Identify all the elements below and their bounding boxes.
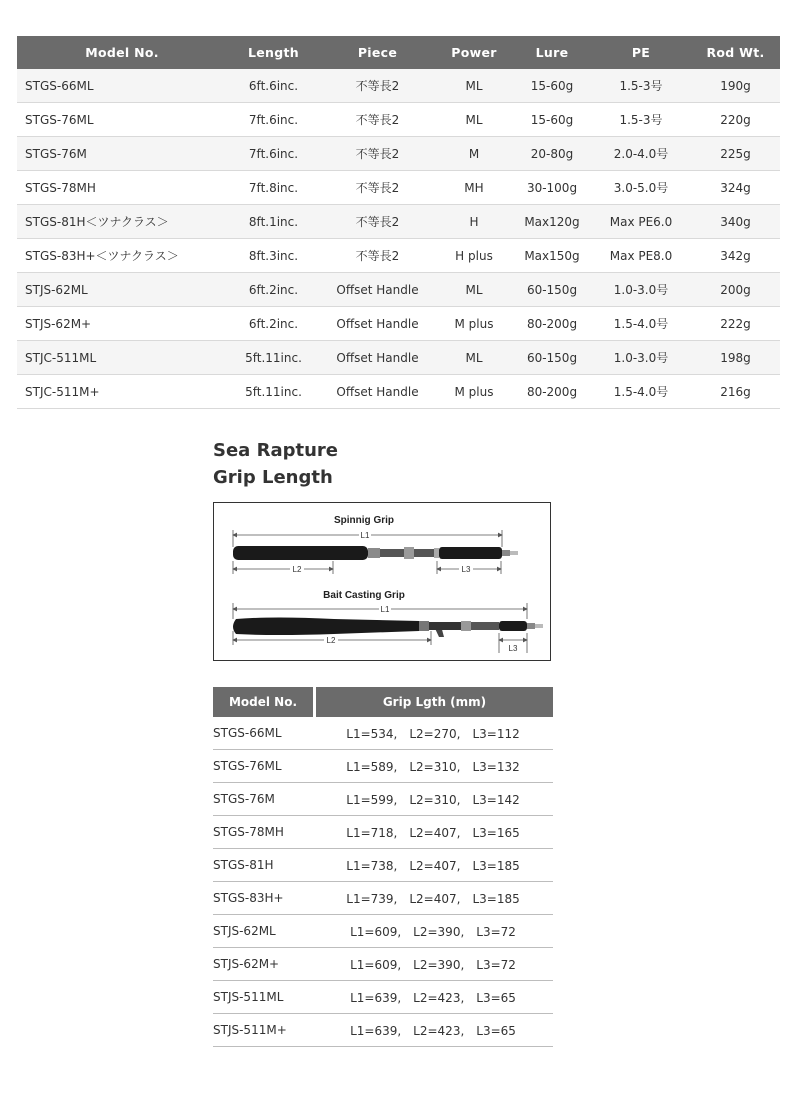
spec-table-row — [17, 273, 780, 307]
spec-header-lure: Lure — [513, 36, 591, 69]
grip-diagram-svg — [214, 503, 550, 660]
spec-cell-power: M plus — [435, 375, 513, 409]
spec-table-body — [17, 69, 780, 409]
spec-cell-rod-weight: 342g — [691, 239, 780, 273]
grip-table-row — [213, 849, 553, 882]
spec-cell-length: 7ft.8inc. — [227, 171, 320, 205]
spec-cell-piece: 不等長2 — [320, 103, 435, 137]
grip-cell-length: L1=534, L2=270, L3=112 — [313, 717, 553, 750]
spec-cell-lure: 15-60g — [513, 69, 591, 103]
spec-cell-power: ML — [435, 103, 513, 137]
spec-cell-lure: 80-200g — [513, 375, 591, 409]
grip-table-row — [213, 915, 553, 948]
spec-header-rod-weight: Rod Wt. — [691, 36, 780, 69]
spec-cell-piece: Offset Handle — [320, 273, 435, 307]
grip-cell-model: STGS-81H — [213, 849, 313, 882]
spec-cell-power: ML — [435, 69, 513, 103]
spec-cell-rod-weight: 220g — [691, 103, 780, 137]
spec-cell-power: H — [435, 205, 513, 239]
spec-cell-lure: 30-100g — [513, 171, 591, 205]
spec-cell-piece: Offset Handle — [320, 375, 435, 409]
spec-cell-pe: 3.0-5.0号 — [591, 171, 691, 205]
spec-cell-piece: 不等長2 — [320, 239, 435, 273]
grip-cell-length: L1=609, L2=390, L3=72 — [313, 915, 553, 948]
grip-cell-model: STJS-511ML — [213, 981, 313, 1014]
grip-cell-model: STGS-76M — [213, 783, 313, 816]
spec-cell-lure: Max120g — [513, 205, 591, 239]
spec-table-row — [17, 103, 780, 137]
spec-cell-length: 7ft.6inc. — [227, 103, 320, 137]
spec-cell-lure: 15-60g — [513, 103, 591, 137]
spec-cell-length: 8ft.3inc. — [227, 239, 320, 273]
grip-cell-model: STJS-511M+ — [213, 1014, 313, 1047]
spec-cell-length: 6ft.6inc. — [227, 69, 320, 103]
spec-cell-pe: 1.5-3号 — [591, 103, 691, 137]
spec-table-row — [17, 239, 780, 273]
spec-header-power: Power — [435, 36, 513, 69]
spec-cell-rod-weight: 190g — [691, 69, 780, 103]
spec-table-row — [17, 205, 780, 239]
spec-cell-piece: Offset Handle — [320, 307, 435, 341]
grip-table-header-row — [213, 687, 553, 717]
spec-cell-rod-weight: 324g — [691, 171, 780, 205]
spec-cell-lure: 20-80g — [513, 137, 591, 171]
spec-cell-lure: 80-200g — [513, 307, 591, 341]
grip-length-diagram — [213, 502, 551, 661]
bait-l3-label: L3 — [508, 644, 518, 653]
spec-cell-power: ML — [435, 341, 513, 375]
grip-cell-length: L1=599, L2=310, L3=142 — [313, 783, 553, 816]
spec-cell-piece: 不等長2 — [320, 171, 435, 205]
grip-table-body — [213, 717, 553, 1047]
spec-cell-power: MH — [435, 171, 513, 205]
grip-cell-length: L1=738, L2=407, L3=185 — [313, 849, 553, 882]
spinning-rod — [233, 546, 518, 560]
spec-table-header-row — [17, 36, 780, 69]
section-title-line1: Sea Rapture — [213, 440, 338, 461]
spec-cell-length: 5ft.11inc. — [227, 375, 320, 409]
grip-header-length: Grip Lgth (mm) — [313, 687, 553, 717]
spec-header-pe: PE — [591, 36, 691, 69]
grip-cell-length: L1=609, L2=390, L3=72 — [313, 948, 553, 981]
grip-cell-model: STGS-83H+ — [213, 882, 313, 915]
spec-cell-length: 6ft.2inc. — [227, 273, 320, 307]
spec-cell-model: STJS-62M+ — [17, 307, 227, 341]
spec-cell-model: STGS-76M — [17, 137, 227, 171]
spec-cell-lure: 60-150g — [513, 273, 591, 307]
grip-cell-model: STJS-62ML — [213, 915, 313, 948]
spec-table-row — [17, 307, 780, 341]
spec-cell-rod-weight: 222g — [691, 307, 780, 341]
spec-cell-piece: 不等長2 — [320, 137, 435, 171]
spec-cell-rod-weight: 340g — [691, 205, 780, 239]
grip-table-row — [213, 717, 553, 750]
spec-cell-model: STGS-76ML — [17, 103, 227, 137]
grip-table-row — [213, 750, 553, 783]
spec-cell-rod-weight: 225g — [691, 137, 780, 171]
bait-l1-label: L1 — [380, 605, 390, 614]
spec-header-model: Model No. — [17, 36, 227, 69]
spinning-l3-label: L3 — [461, 565, 471, 574]
grip-cell-length: L1=639, L2=423, L3=65 — [313, 1014, 553, 1047]
grip-cell-model: STGS-76ML — [213, 750, 313, 783]
spec-cell-pe: 1.0-3.0号 — [591, 273, 691, 307]
spec-table — [17, 36, 780, 409]
grip-table-row — [213, 816, 553, 849]
spec-table-row — [17, 341, 780, 375]
spec-cell-piece: Offset Handle — [320, 341, 435, 375]
spec-cell-rod-weight: 216g — [691, 375, 780, 409]
spec-cell-power: M plus — [435, 307, 513, 341]
grip-length-table — [213, 687, 553, 1047]
grip-cell-length: L1=589, L2=310, L3=132 — [313, 750, 553, 783]
spec-cell-pe: Max PE6.0 — [591, 205, 691, 239]
spec-cell-piece: 不等長2 — [320, 205, 435, 239]
spinning-l2-label: L2 — [292, 565, 302, 574]
spec-cell-lure: 60-150g — [513, 341, 591, 375]
spec-cell-model: STGS-83H+＜ツナクラス＞ — [17, 239, 227, 273]
grip-cell-length: L1=739, L2=407, L3=185 — [313, 882, 553, 915]
spec-cell-power: ML — [435, 273, 513, 307]
spec-cell-rod-weight: 200g — [691, 273, 780, 307]
bait-casting-grip-label: Bait Casting Grip — [323, 590, 405, 601]
grip-cell-model: STGS-66ML — [213, 717, 313, 750]
spec-cell-length: 5ft.11inc. — [227, 341, 320, 375]
spec-cell-model: STJC-511ML — [17, 341, 227, 375]
spec-cell-length: 6ft.2inc. — [227, 307, 320, 341]
spec-cell-model: STGS-78MH — [17, 171, 227, 205]
grip-cell-length: L1=718, L2=407, L3=165 — [313, 816, 553, 849]
spec-cell-rod-weight: 198g — [691, 341, 780, 375]
spec-table-row — [17, 137, 780, 171]
spec-cell-pe: 1.5-4.0号 — [591, 375, 691, 409]
section-title-line2: Grip Length — [213, 467, 333, 488]
spec-cell-model: STJC-511M+ — [17, 375, 227, 409]
spec-cell-model: STGS-81H＜ツナクラス＞ — [17, 205, 227, 239]
grip-table-row — [213, 948, 553, 981]
grip-table-row — [213, 1014, 553, 1047]
spec-cell-pe: 1.5-3号 — [591, 69, 691, 103]
section-title — [213, 437, 338, 491]
spec-cell-pe: 2.0-4.0号 — [591, 137, 691, 171]
bait-casting-rod — [233, 618, 543, 638]
grip-cell-model: STGS-78MH — [213, 816, 313, 849]
spec-cell-model: STJS-62ML — [17, 273, 227, 307]
grip-cell-model: STJS-62M+ — [213, 948, 313, 981]
grip-cell-length: L1=639, L2=423, L3=65 — [313, 981, 553, 1014]
spec-header-length: Length — [227, 36, 320, 69]
grip-table-row — [213, 882, 553, 915]
spec-table-row — [17, 171, 780, 205]
spec-cell-lure: Max150g — [513, 239, 591, 273]
spec-cell-pe: 1.5-4.0号 — [591, 307, 691, 341]
spec-cell-pe: Max PE8.0 — [591, 239, 691, 273]
spec-cell-length: 8ft.1inc. — [227, 205, 320, 239]
spec-cell-pe: 1.0-3.0号 — [591, 341, 691, 375]
spec-header-piece: Piece — [320, 36, 435, 69]
spec-cell-model: STGS-66ML — [17, 69, 227, 103]
grip-table-row — [213, 981, 553, 1014]
spec-cell-length: 7ft.6inc. — [227, 137, 320, 171]
spec-cell-power: M — [435, 137, 513, 171]
spec-cell-power: H plus — [435, 239, 513, 273]
spec-table-row — [17, 69, 780, 103]
grip-header-model: Model No. — [213, 687, 313, 717]
spinning-grip-label: Spinnig Grip — [334, 515, 394, 526]
grip-table-row — [213, 783, 553, 816]
spec-cell-piece: 不等長2 — [320, 69, 435, 103]
bait-l2-label: L2 — [326, 636, 336, 645]
spinning-l1-label: L1 — [360, 531, 370, 540]
spec-table-row — [17, 375, 780, 409]
